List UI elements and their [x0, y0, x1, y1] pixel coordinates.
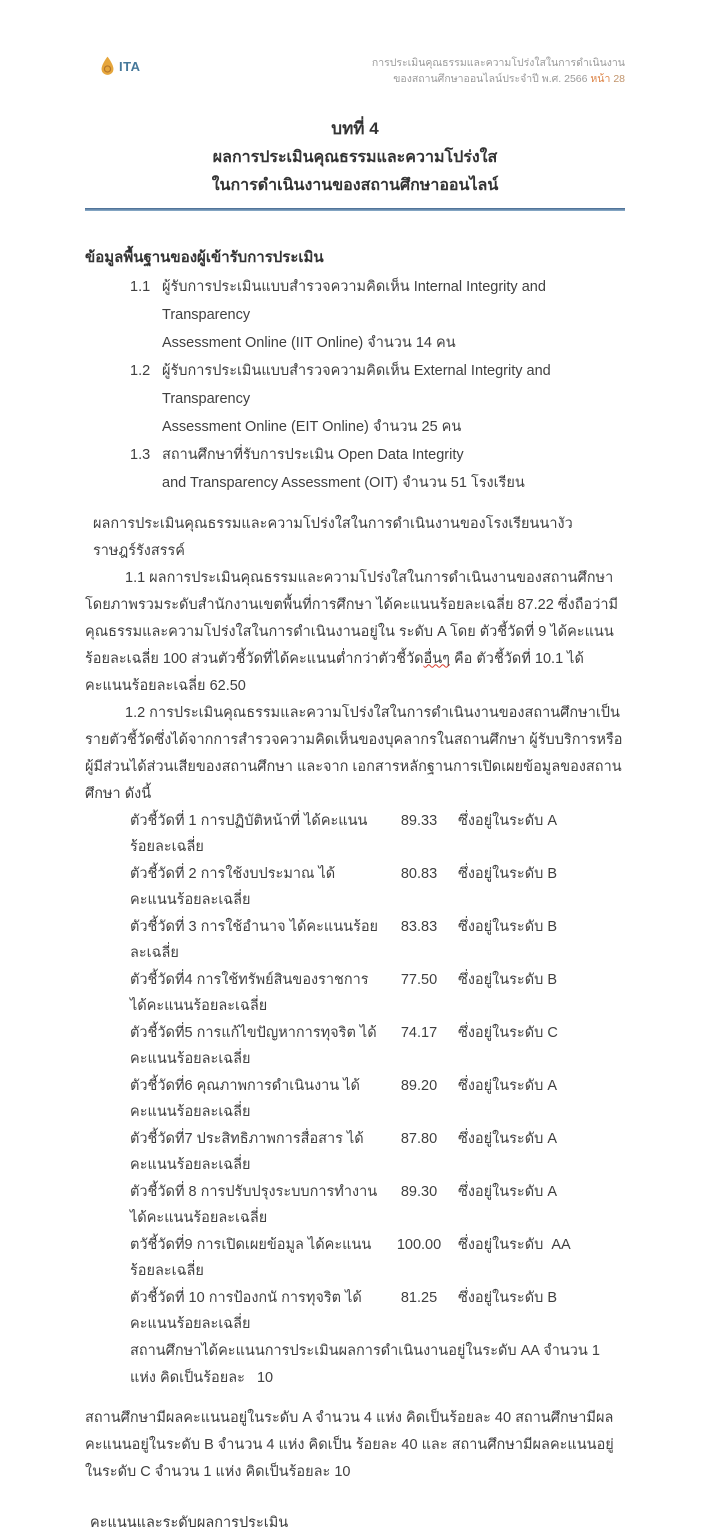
paragraph-1-2: 1.2 การประเมินคุณธรรมและความโปร่งใสในการดำเนินงานของสถานศึกษาเป็น รายตัวชี้วัดซึ่งได้จากการสำรวจความคิดเห็นของบุคลากรในสถานศึกษา ผู้รับบริการหรือผู้มีส่วนได้ส่วนเสียของสถานศึกษา และจาก เอกสารหลักฐานการเปิดเผยข้อมูลของสถานศึกษา ดังนี้	[85, 704, 623, 802]
indicator-level: ซึ่งอยู่ในระดับ B	[458, 971, 558, 988]
indicator-score: 83.83	[400, 918, 438, 935]
indicator-level: ซึ่งอยู่ในระดับ A	[458, 1130, 558, 1147]
page-header	[85, 55, 625, 88]
summary-line: สถานศึกษาได้คะแนนการประเมินผลการดำเนินงานอยู่ในระดับ AA จำนวน 1 แห่ง คิดเป็นร้อยละ 10	[130, 1342, 604, 1386]
indicator-level: ซึ่งอยู่ในระดับ A	[458, 812, 558, 829]
indicator-row	[130, 1179, 625, 1232]
ita-logo	[99, 55, 140, 77]
spellcheck-marked-word: อื่นๆ	[423, 650, 450, 667]
item-number: 1.3	[130, 446, 151, 463]
indicator-row	[130, 861, 625, 914]
item-text-line2: and Transparency Assessment (OIT) จำนวน 51 โรงเรียน	[162, 474, 525, 491]
closing-paragraph: สถานศึกษามีผลคะแนนอยู่ในระดับ A จำนวน 4 แห่ง คิดเป็นร้อยละ 40 สถานศึกษามีผลคะแนนอยู่ในระดับ B จำนวน 4 แห่ง คิดเป็น ร้อยละ 40 และ สถานศึกษามีผลคะแนนอยู่ในระดับ C จำนวน 1 แห่ง คิดเป็นร้อยละ 10	[85, 1409, 614, 1480]
running-head	[372, 55, 625, 88]
indicator-row	[130, 1073, 625, 1126]
indicator-row	[130, 1020, 625, 1073]
paragraph-1-1-text: 1.1 ผลการประเมินคุณธรรมและความโปร่งใสในการดำเนินงานของสถานศึกษา โดยภาพรวมระดับสำนักงานเขตพื้นที่การศึกษา ได้คะแนนร้อยละเฉลี่ย 87.22 ซึ่งถือว่ามีคุณธรรมและความโปร่งใสในการดำเนินงานอยู่ใน ระดับ A โดย ตัวชี้วัดที่ 9 ได้คะแนนร้อยละเฉลี่ย 100 ส่วนตัวชี้วัดที่ได้คะแนนต่ำกว่าตัวชี้วัด	[85, 569, 619, 667]
basics-heading: ข้อมูลพื้นฐานของผู้เข้ารับการประเมิน	[85, 248, 324, 266]
item-text-line2: Assessment Online (IIT Online) จำนวน 14 คน	[162, 334, 456, 351]
next-section-heading: คะแนนและระดับผลการประเมิน	[90, 1514, 289, 1531]
item-text-line1: สถานศึกษาที่รับการประเมิน Open Data Integrity	[162, 446, 464, 463]
paragraph-1-1-tail: คือ ตัวชี้วัดที่ 10.1 ได้คะแนนร้อยละเฉลี่ย 62.50	[85, 650, 584, 694]
indicator-level: ซึ่งอยู่ในระดับ A	[458, 1183, 558, 1200]
indicator-label: ตวัชี้วัดที่9 การเปิดเผยข้อมูล ได้คะแนนร้อยละเฉลี่ย	[130, 1236, 372, 1280]
running-head-line2	[372, 71, 625, 87]
indicator-level: ซึ่งอยู่ในระดับ C	[458, 1024, 558, 1041]
page-label: หน้า	[590, 73, 611, 86]
chapter-title-block	[85, 114, 625, 200]
indicator-row	[130, 914, 625, 967]
indicator-label: ตัวชี้วัดที่ 10 การป้องกนั การทุจริต ได้คะแนนร้อยละเฉลี่ย	[130, 1289, 362, 1333]
indicator-level: ซึ่งอยู่ในระดับ B	[458, 865, 558, 882]
indicator-label: ตัวชี้วัดที่ 1 การปฏิบัติหน้าที่ ได้คะแนนร้อยละเฉลี่ย	[130, 812, 368, 856]
indicator-label: ตัวชี้วัดที่4 การใช้ทรัพย์สินของราชการ ได้คะแนนร้อยละเฉลี่ย	[130, 971, 369, 1015]
indicator-row	[130, 808, 625, 861]
indicator-label: ตัวชี้วัดที่ 2 การใช้งบประมาณ ได้คะแนนร้อยละเฉลี่ย	[130, 865, 336, 909]
chapter-title-line2: ในการดำเนินงานของสถานศึกษาออนไลน์	[211, 176, 499, 194]
basics-list	[85, 273, 625, 497]
basics-list-item	[130, 441, 625, 497]
page-number: 28	[613, 73, 625, 86]
basics-list-item	[130, 273, 625, 357]
ita-logo-text: ITA	[119, 58, 141, 74]
indicator-row	[130, 1232, 625, 1285]
indicator-label: ตัวชี้วัดที่7 ประสิทธิภาพการสื่อสาร ได้คะแนนร้อยละเฉลี่ย	[130, 1130, 364, 1174]
indicator-label: ตัวชี้วัดที่5 การแก้ไขปัญหาการทุจริต ได้คะแนนร้อยละเฉลี่ย	[130, 1024, 377, 1068]
item-text-line1: ผู้รับการประเมินแบบสำรวจความคิดเห็น External Integrity and Transparency	[162, 362, 551, 407]
indicator-row	[130, 1126, 625, 1179]
indicator-row	[130, 967, 625, 1020]
indicator-level: ซึ่งอยู่ในระดับ A	[458, 1077, 558, 1094]
indicator-score: 77.50	[400, 971, 438, 988]
title-divider	[85, 208, 625, 211]
item-number: 1.2	[130, 362, 151, 379]
indicator-score: 80.83	[400, 865, 438, 882]
ita-droplet-icon	[99, 55, 116, 77]
indicator-rows	[130, 808, 625, 1338]
indicator-score: 87.80	[400, 1130, 438, 1147]
basics-list-item	[130, 357, 625, 441]
paragraph-1-1	[85, 565, 625, 700]
indicator-score: 81.25	[400, 1289, 438, 1306]
chapter-title-line1: ผลการประเมินคุณธรรมและความโปร่งใส	[212, 148, 498, 166]
indicator-row	[130, 1285, 625, 1338]
indicator-score: 89.20	[400, 1077, 438, 1094]
chapter-number: บทที่ 4	[331, 118, 379, 138]
indicator-level: ซึ่งอยู่ในระดับ B	[458, 1289, 558, 1306]
indicator-level: ซึ่งอยู่ในระดับ B	[458, 918, 558, 935]
running-head-line2-text: ของสถานศึกษาออนไลน์ประจำปี พ.ศ. 2566	[393, 73, 588, 86]
item-text-line1: ผู้รับการประเมินแบบสำรวจความคิดเห็น Internal Integrity and Transparency	[162, 278, 546, 323]
item-number: 1.1	[130, 278, 151, 295]
indicator-score: 89.33	[400, 812, 438, 829]
indicator-label: ตัวชี้วัดที่ 8 การปรับปรุงระบบการทำงาน ได้คะแนนร้อยละเฉลี่ย	[130, 1183, 378, 1227]
results-intro: ผลการประเมินคุณธรรมและความโปร่งใสในการดำเนินงานของโรงเรียนนางัวราษฎร์รังสรรค์	[93, 515, 573, 559]
item-text-line2: Assessment Online (EIT Online) จำนวน 25 คน	[162, 418, 462, 435]
indicator-score: 100.00	[396, 1236, 442, 1253]
indicator-level: ซึ่งอยู่ในระดับ AA	[458, 1236, 571, 1253]
indicator-score: 74.17	[400, 1024, 438, 1041]
indicator-label: ตัวชี้วัดที่ 3 การใช้อำนาจ ได้คะแนนร้อยละเฉลี่ย	[130, 918, 379, 962]
indicator-label: ตัวชี้วัดที่6 คุณภาพการดำเนินงาน ได้คะแนนร้อยละเฉลี่ย	[130, 1077, 360, 1121]
running-head-line1: การประเมินคุณธรรมและความโปร่งใสในการดำเนินงาน	[371, 57, 625, 69]
indicator-score: 89.30	[400, 1183, 438, 1200]
